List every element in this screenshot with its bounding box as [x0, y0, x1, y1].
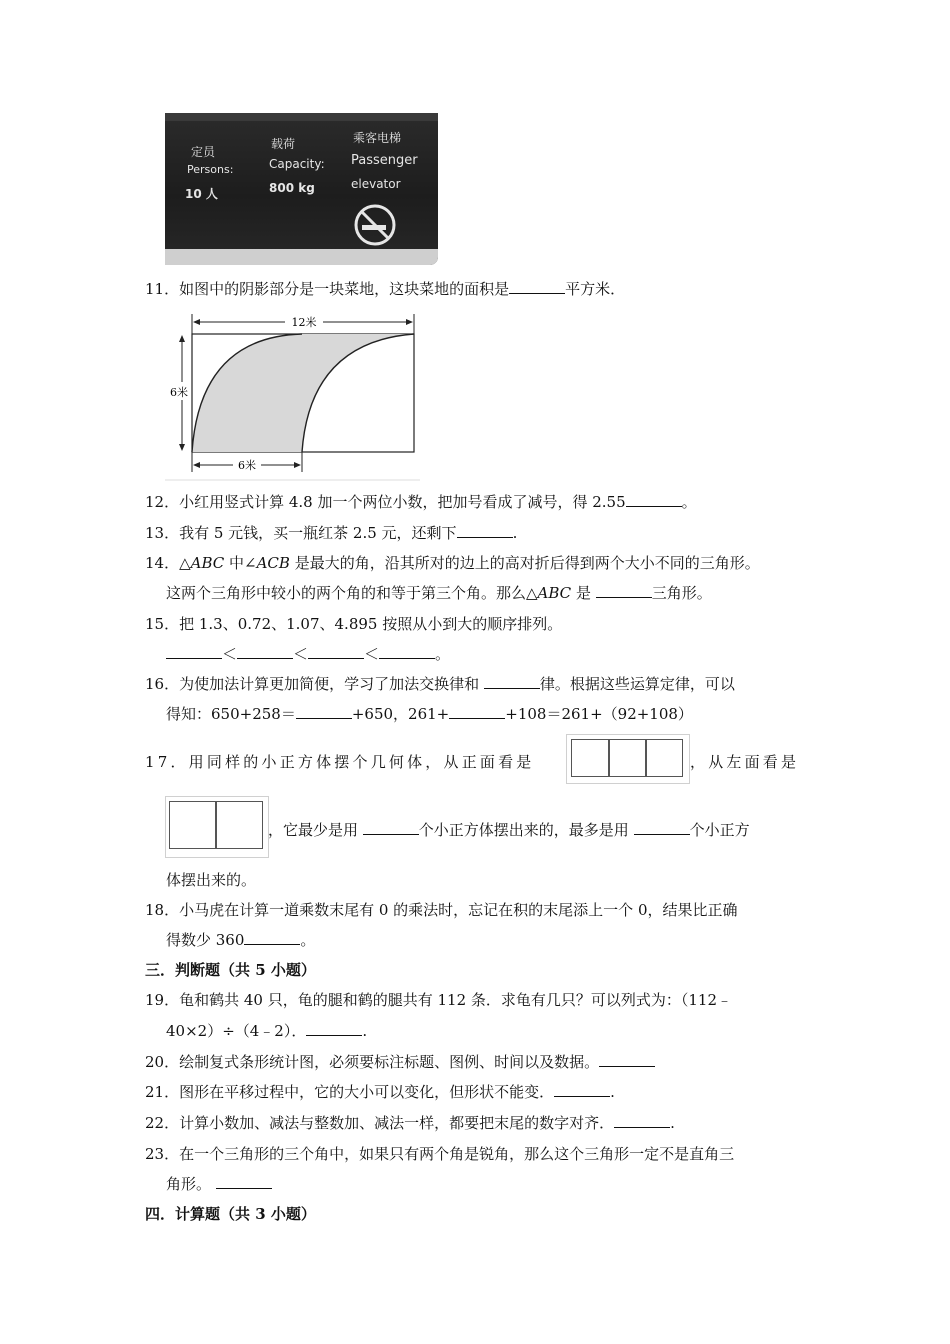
- question-22: [145, 1113, 675, 1133]
- q14-part: 是最大的角，沿其所对的边上的高对折后得到两个大小不同的三角形。: [289, 554, 760, 572]
- sign-persons-en: Persons:: [187, 163, 234, 176]
- question-12-text: 12．小红用竖式计算 4.8 加一个两位小数，把加号看成了减号，得 2.55: [145, 493, 626, 511]
- question-17-line2: [268, 820, 750, 840]
- question-17-line3: [166, 870, 256, 890]
- q17-part: 体摆出来的。: [166, 871, 257, 889]
- question-13: [145, 523, 517, 543]
- sign-capacity-value: 800 kg: [269, 181, 315, 195]
- answer-blank[interactable]: [296, 704, 352, 719]
- sign-persons-value: 10 人: [185, 187, 218, 201]
- q14-suffix: 三角形。: [651, 584, 712, 602]
- question-16-line1: [145, 674, 735, 694]
- question-18-line1: [145, 900, 737, 920]
- section-3-heading: 三．判断题（共 5 小题）: [145, 961, 316, 979]
- q21-suffix: .: [610, 1083, 615, 1101]
- less-than-sign: ＜: [293, 645, 309, 663]
- left-view-outline: [169, 801, 263, 849]
- q18-part: 得数少 360: [166, 931, 245, 949]
- answer-blank[interactable]: [449, 704, 505, 719]
- label-12m: 12米: [291, 316, 317, 329]
- q20-text: 20．绘制复式条形统计图，必须要标注标题、图例、时间以及数据。: [145, 1053, 600, 1071]
- answer-blank[interactable]: [599, 1052, 655, 1067]
- question-17-line1b: [690, 752, 799, 772]
- less-than-sign: ＜: [222, 645, 238, 663]
- q22-suffix: .: [670, 1114, 675, 1132]
- answer-blank[interactable]: [237, 644, 293, 659]
- q17-part: 个小正方体摆出来的，最多是用: [418, 821, 634, 839]
- sign-type-en2: elevator: [351, 177, 401, 191]
- question-15-blanks: [166, 644, 450, 664]
- q16-part: 律。根据这些运算定律，可以: [539, 675, 735, 693]
- question-14-line1: [145, 553, 760, 573]
- question-21: [145, 1082, 615, 1102]
- q16-part: 16．为使加法计算更加简便，学习了加法交换律和: [145, 675, 484, 693]
- q23-part: 角形。: [166, 1175, 216, 1193]
- q18-part: 18．小马虎在计算一道乘数末尾有 0 的乘法时，忘记在积的末尾添上一个 0，结果比正确: [145, 901, 738, 919]
- answer-blank[interactable]: [306, 1021, 362, 1036]
- no-smoking-icon: [353, 203, 397, 247]
- left-view-divider: [215, 802, 217, 848]
- q19-part: 19．龟和鹤共 40 只，龟的腿和鹤的腿共有 112 条．求龟有几只？可以列式为：（112﹣: [145, 991, 733, 1009]
- question-12-suffix: 。: [681, 493, 697, 511]
- question-16-line2: [166, 704, 693, 724]
- answer-blank[interactable]: [596, 583, 652, 598]
- answer-blank[interactable]: [484, 674, 540, 689]
- elevator-sign-image: [165, 113, 438, 265]
- front-view-divider: [608, 740, 610, 776]
- q16-part: 得知：650+258＝: [166, 705, 296, 723]
- q17-part: ，它最少是用: [268, 821, 363, 839]
- q15-end: 。: [435, 645, 451, 663]
- label-6m-bottom: 6米: [238, 459, 256, 472]
- question-18-line2: [166, 930, 315, 950]
- front-view-image: [566, 734, 690, 784]
- sign-capacity-cn: 载荷: [271, 137, 296, 151]
- q21-text: 21．图形在平移过程中，它的大小可以变化，但形状不能变．: [145, 1083, 555, 1101]
- question-19-line1: [145, 990, 732, 1010]
- answer-blank[interactable]: [626, 492, 682, 507]
- q19-part: 40×2）÷（4﹣2）．: [166, 1022, 307, 1040]
- q14-part: 中∠: [224, 554, 257, 572]
- answer-blank[interactable]: [634, 820, 690, 835]
- q23-part: 23．在一个三角形的三个角中，如果只有两个角是锐角，那么这个三角形一定不是直角三: [145, 1145, 735, 1163]
- q17-part: ，从左面看是: [690, 753, 800, 771]
- q14-part: 是: [571, 584, 596, 602]
- sign-top-bar: [165, 113, 438, 121]
- answer-blank[interactable]: [554, 1082, 610, 1097]
- less-than-sign: ＜: [364, 645, 380, 663]
- question-23-line1: [145, 1144, 734, 1164]
- question-19-line2: [166, 1021, 367, 1041]
- answer-blank[interactable]: [379, 644, 435, 659]
- answer-blank[interactable]: [216, 1174, 272, 1189]
- question-15-text: 15．把 1.3、0.72、1.07、4.895 按照从小到大的顺序排列。: [145, 615, 563, 633]
- q14-part: 这两个三角形中较小的两个角的和等于第三个角。那么△: [166, 584, 538, 602]
- q22-text: 22．计算小数加、减法与整数加、减法一样，都要把末尾的数字对齐．: [145, 1114, 615, 1132]
- question-11: [145, 279, 625, 299]
- q14-part: 14．△: [145, 554, 191, 572]
- sign-type-en1: Passenger: [351, 153, 418, 168]
- answer-blank[interactable]: [244, 930, 300, 945]
- front-view-divider: [645, 740, 647, 776]
- q19-suffix: .: [362, 1022, 368, 1040]
- question-11-text: 11．如图中的阴影部分是一块菜地，这块菜地的面积是: [145, 280, 510, 298]
- answer-blank[interactable]: [308, 644, 364, 659]
- question-14-line2: [166, 583, 712, 603]
- answer-blank[interactable]: [166, 644, 222, 659]
- q16-part: +108＝261+（92+108）: [505, 705, 693, 723]
- question-13-text: 13．我有 5 元钱，买一瓶红茶 2.5 元，还剩下: [145, 524, 457, 542]
- sign-persons-cn: 定员: [191, 145, 216, 159]
- question-15: [145, 614, 562, 634]
- answer-blank[interactable]: [363, 820, 419, 835]
- question-17-line1: [145, 752, 535, 772]
- q14-abc: ABC: [190, 554, 225, 572]
- q17-part: 个小正方: [689, 821, 750, 839]
- shaded-field: [192, 334, 414, 452]
- label-6m-height: 6米: [170, 386, 188, 399]
- q14-acb: ACB: [256, 554, 290, 572]
- sign-type-cn: 乘客电梯: [353, 131, 402, 145]
- q16-part: +650，261+: [351, 705, 450, 723]
- question-13-suffix: .: [512, 524, 518, 542]
- question-20: [145, 1052, 655, 1072]
- q18-suffix: 。: [300, 931, 316, 949]
- front-view-outline: [571, 739, 683, 777]
- vegetable-field-diagram: [165, 312, 420, 482]
- q17-part: 17．用同样的小正方体摆个几何体，从正面看是: [145, 753, 535, 771]
- section-4-heading: 四．计算题（共 3 小题）: [145, 1205, 316, 1223]
- answer-blank[interactable]: [509, 279, 565, 294]
- left-view-image: [165, 796, 269, 858]
- sign-capacity-en: Capacity:: [269, 157, 325, 171]
- q14-abc: ABC: [537, 584, 572, 602]
- answer-blank[interactable]: [457, 523, 513, 538]
- question-23-line2: [166, 1174, 272, 1194]
- answer-blank[interactable]: [614, 1113, 670, 1128]
- question-12: [145, 492, 697, 512]
- question-11-suffix: 平方米．: [565, 280, 626, 298]
- sign-base-strip: [165, 249, 438, 265]
